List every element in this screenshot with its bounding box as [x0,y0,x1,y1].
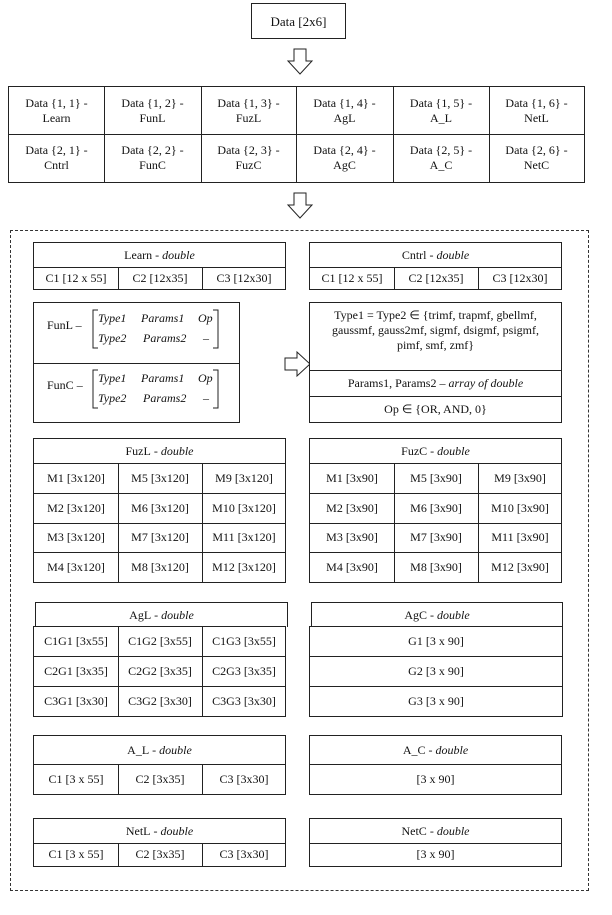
a-c-table [309,735,562,795]
fuzc-cell: M10 [3x90] [491,500,549,515]
agl-cell: C3G3 [3x30] [212,693,276,708]
fuzc-cell: M3 [3x90] [326,530,378,544]
agc-cell: G1 [3 x 90] [408,634,464,648]
netl-cell: C3 [3x30] [219,847,269,861]
funl-r2c1: Type2 [98,331,127,345]
data-cell-1-4: Data {1, 4} - AgL [313,95,376,125]
agl-cell: C3G1 [3x30] [44,693,108,708]
agl-cell: C3G2 [3x30] [128,693,192,708]
funl-r1c3: Op [198,311,213,325]
fuzc-cell: M8 [3x90] [410,559,462,574]
netl-title: NetL - double [125,823,194,838]
a-l-cell: C2 [3x35] [135,771,185,786]
fuzl-cell: M4 [3x120] [47,559,105,574]
a-l-title: A_L - double [127,742,192,757]
learn-cell: C3 [12x30] [216,270,272,285]
fuzc-cell: M4 [3x90] [326,559,378,574]
types-box [309,302,562,423]
funl-label: FunL – [47,318,82,332]
func-r2c3: – [203,391,209,405]
fuzl-cell: M9 [3x120] [215,470,273,485]
fuzl-cell: M3 [3x120] [47,530,105,544]
fuzl-title: FuzL - double [125,443,194,458]
funl-r2c2: Params2 [143,331,187,345]
fuzl-cell: M12 [3x120] [212,559,276,574]
learn-table [33,242,286,290]
params-line: Params1, Params2 – array of double [347,375,524,390]
agl-cell: C2G2 [3x35] [128,663,192,678]
data-cell-2-2: Data {2, 2} - FunC [121,143,184,172]
agl-cell: C2G3 [3x35] [212,663,276,678]
fuzl-cell: M10 [3x120] [212,500,276,515]
fuzl-cell: M6 [3x120] [131,500,189,515]
cntrl-cell: C1 [12 x 55] [321,270,383,285]
data-cell-2-4: Data {2, 4} - AgC [313,143,376,172]
data-table [8,86,585,183]
data-cell-2-5: Data {2, 5} - A_C [409,143,473,172]
funl-r1c1: Type1 [98,311,127,325]
func-r2c2: Params2 [143,391,187,405]
learn-cell: C2 [12x35] [132,270,188,285]
data-cell-1-6: Data {1, 6} - NetL [505,95,568,125]
fuzc-title: FuzC - double [401,443,470,458]
fuzl-cell: M7 [3x120] [131,530,189,544]
agl-cell: C1G2 [3x55] [128,634,192,648]
agc-cell: G3 [3 x 90] [408,693,464,708]
cntrl-title: Cntrl - double [401,247,470,262]
agc-title-box [311,602,563,627]
types-line-3: pimf, smf, zmf} [396,338,475,352]
fuzl-table [33,438,286,583]
fuzc-cell: M7 [3x90] [410,530,462,544]
netc-title: NetC - double [401,823,470,838]
down-arrow-1 [286,48,314,76]
types-line-1: Type1 = Type2 ∈ {trimf, trapmf, gbellmf, [334,308,537,322]
agl-cell: C1G3 [3x55] [212,634,276,648]
cntrl-cell: C3 [12x30] [492,270,548,285]
data-cell-2-1: Data {2, 1} - Cntrl [25,143,88,172]
right-arrow [284,350,312,378]
down-arrow-2 [286,192,314,220]
a-l-table [33,735,286,795]
agl-cell: C2G1 [3x35] [44,663,108,678]
funl-r1c2: Params1 [141,311,185,325]
a-l-cell: C3 [3x30] [219,771,269,786]
learn-title: Learn - double [124,247,195,262]
data-cell-1-3: Data {1, 3} - FuzL [217,95,280,125]
fuzl-cell: M8 [3x120] [131,559,189,574]
agl-table [33,626,286,717]
fuzc-cell: M2 [3x90] [326,500,378,515]
fuzc-table [309,438,562,583]
funl-right-bracket [212,309,220,349]
agc-table [309,626,563,717]
netl-cell: C2 [3x35] [135,847,185,861]
learn-cell: C1 [12 x 55] [45,270,107,285]
agl-title-box [35,602,288,627]
fuzc-cell: M5 [3x90] [410,470,462,485]
agl-cell: C1G1 [3x55] [44,634,108,648]
fuzc-cell: M12 [3x90] [491,559,549,574]
fuzl-cell: M2 [3x120] [47,500,105,515]
data-cell-1-2: Data {1, 2} - FunL [121,95,184,125]
data-cell-2-3: Data {2, 3} - FuzC [217,143,280,172]
op-line: Op ∈ {OR, AND, 0} [384,401,487,416]
types-line-2: gaussmf, gauss2mf, sigmf, dsigmf, psigmf, [332,323,539,337]
data-cell-1-1: Data {1, 1} - Learn [25,95,88,125]
fuzc-cell: M6 [3x90] [410,500,462,515]
fuzc-cell: M11 [3x90] [491,530,549,544]
func-r1c1: Type1 [98,371,127,385]
fuzl-cell: M1 [3x120] [47,470,105,485]
netl-table [33,818,286,867]
fuzl-cell: M5 [3x120] [131,470,189,485]
fuzc-cell: M1 [3x90] [326,470,378,485]
agc-title: AgC - double [404,607,470,622]
cntrl-cell: C2 [12x35] [408,270,464,285]
netc-table [309,818,562,867]
netl-cell: C1 [3 x 55] [48,847,104,861]
func-right-bracket [212,369,220,409]
func-r2c1: Type2 [98,391,127,405]
agc-cell: G2 [3 x 90] [408,663,464,678]
a-l-cell: C1 [3 x 55] [48,771,104,786]
data-cell-2-6: Data {2, 6} - NetC [505,143,568,172]
cntrl-table [309,242,562,290]
agl-title: AgL - double [129,607,194,622]
func-r1c2: Params1 [141,371,185,385]
a-c-title: A_C - double [402,742,469,757]
fuzl-cell: M11 [3x120] [212,530,276,544]
func-r1c3: Op [198,371,213,385]
func-label: FunC – [47,378,83,392]
a-c-cell: [3 x 90] [416,771,455,786]
fuzc-cell: M9 [3x90] [494,470,546,485]
data-root-box [251,3,346,39]
data-cell-1-5: Data {1, 5} - A_L [409,95,473,125]
funl-r2c3: – [203,331,209,345]
netc-cell: [3 x 90] [416,847,455,861]
data-root-label: Data [2x6] [270,13,327,29]
